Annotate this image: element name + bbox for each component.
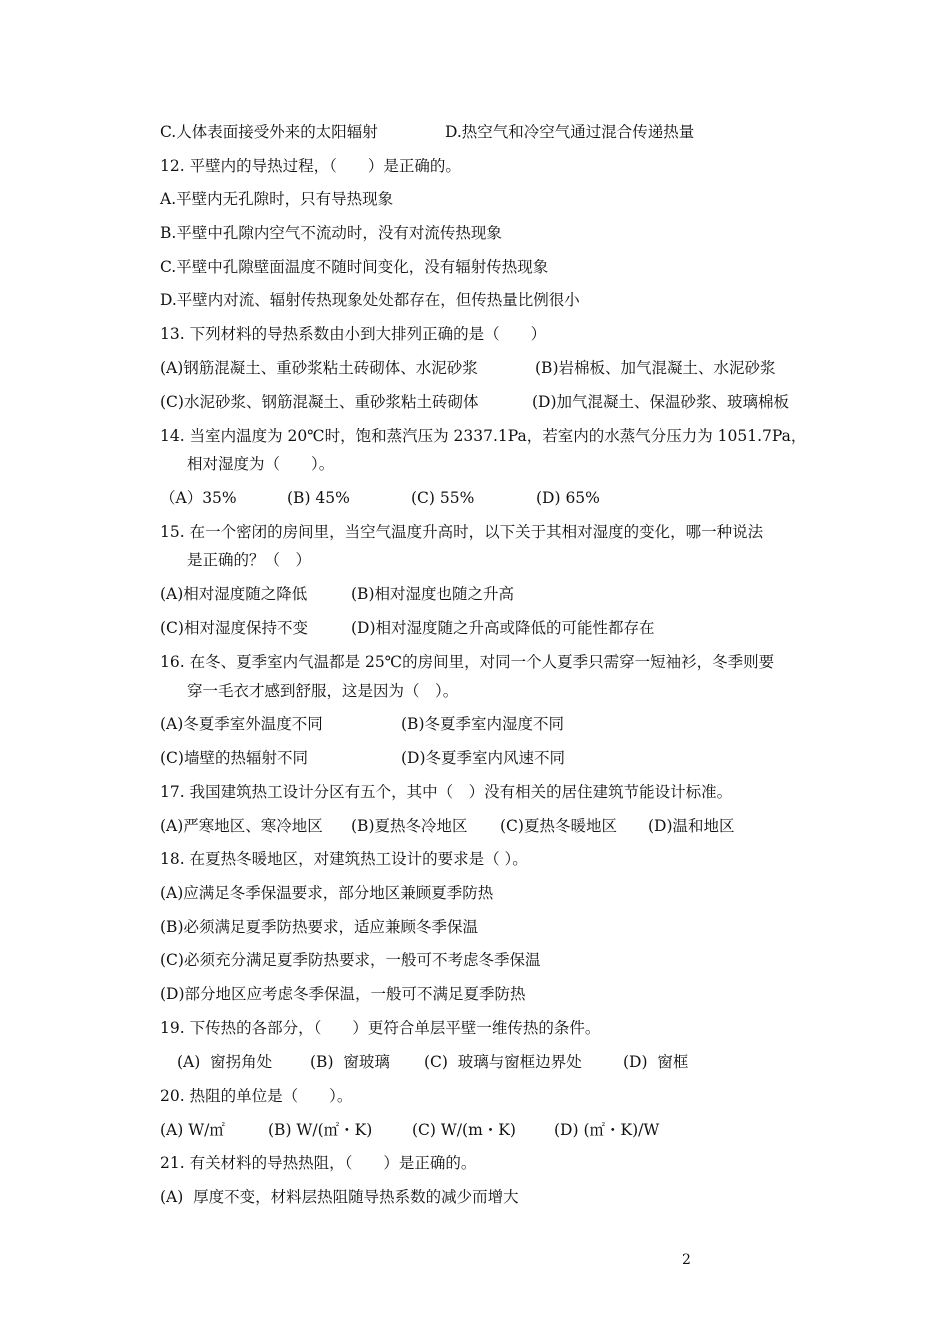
q12-stem: 12. 平壁内的导热过程，（ ）是正确的。 xyxy=(160,157,461,175)
q21-option-a: (A) 厚度不变，材料层热阻随导热系数的减少而增大 xyxy=(160,1188,519,1206)
q15-stem-line2: 是正确的？（ ） xyxy=(187,551,312,569)
q14-stem-line2: 相对湿度为（ ）。 xyxy=(187,455,335,473)
q18-option-c: (C)必须充分满足夏季防热要求，一般可不考虑冬季保温 xyxy=(160,951,541,969)
q20-stem: 20. 热阻的单位是（ ）。 xyxy=(160,1087,353,1105)
q13-stem: 13. 下列材料的导热系数由小到大排列正确的是（ ） xyxy=(160,325,547,343)
q14-stem-line1: 14. 当室内温度为 20℃时，饱和蒸汽压为 2337.1Pa，若室内的水蒸气分压力为 1051.7Pa， xyxy=(160,427,807,445)
q18-option-b: (B)必须满足夏季防热要求，适应兼顾冬季保温 xyxy=(160,918,478,936)
q16-stem-line1: 16. 在冬、夏季室内气温都是 25℃的房间里，对同一个人夏季只需穿一短袖衫，冬季则要 xyxy=(160,653,775,671)
q19-stem: 19. 下传热的各部分，（ ）更符合单层平壁一维传热的条件。 xyxy=(160,1019,601,1037)
q13-option-c: (C)水泥砂浆、钢筋混凝土、重砂浆粘土砖砌体 xyxy=(160,393,479,411)
q19-option-b: (B) 窗玻璃 xyxy=(310,1053,390,1071)
q15-option-b: (B)相对湿度也随之升高 xyxy=(351,585,514,603)
q15-stem-line1: 15. 在一个密闭的房间里，当空气温度升高时，以下关于其相对湿度的变化，哪一种说法 xyxy=(160,523,764,541)
q15-option-c: (C)相对湿度保持不变 xyxy=(160,619,308,637)
q18-option-d: (D)部分地区应考虑冬季保温，一般可不满足夏季防热 xyxy=(160,985,526,1003)
q17-option-d: (D)温和地区 xyxy=(648,817,735,835)
q11-option-d: D.热空气和冷空气通过混合传递热量 xyxy=(445,123,695,141)
q14-option-b: (B) 45% xyxy=(287,489,350,507)
q17-option-c: (C)夏热冬暖地区 xyxy=(500,817,617,835)
q16-option-d: (D)冬夏季室内风速不同 xyxy=(401,749,566,767)
q16-option-b: (B)冬夏季室内湿度不同 xyxy=(401,715,564,733)
q14-option-d: (D) 65% xyxy=(536,489,600,507)
q13-option-a: (A)钢筋混凝土、重砂浆粘土砖砌体、水泥砂浆 xyxy=(160,359,478,377)
q19-option-c: (C) 玻璃与窗框边界处 xyxy=(424,1053,582,1071)
q20-option-c: (C) W/(m・K) xyxy=(412,1121,516,1139)
q12-option-b: B.平壁中孔隙内空气不流动时，没有对流传热现象 xyxy=(160,224,502,242)
q16-option-c: (C)墙壁的热辐射不同 xyxy=(160,749,308,767)
q20-option-d: (D) (㎡・K)/W xyxy=(554,1121,660,1139)
q17-option-b: (B)夏热冬冷地区 xyxy=(351,817,468,835)
q15-option-d: (D)相对湿度随之升高或降低的可能性都存在 xyxy=(351,619,655,637)
q18-stem: 18. 在夏热冬暖地区，对建筑热工设计的要求是（ ）。 xyxy=(160,850,528,868)
q17-stem: 17. 我国建筑热工设计分区有五个，其中（ ）没有相关的居住建筑节能设计标准。 xyxy=(160,783,733,801)
q20-option-a: (A) W/㎡ xyxy=(160,1121,225,1139)
q15-option-a: (A)相对湿度随之降低 xyxy=(160,585,308,603)
q19-option-a: (A) 窗拐角处 xyxy=(177,1053,273,1071)
q19-option-d: (D) 窗框 xyxy=(623,1053,689,1071)
q16-option-a: (A)冬夏季室外温度不同 xyxy=(160,715,323,733)
q17-option-a: (A)严寒地区、寒冷地区 xyxy=(160,817,323,835)
page-number: 2 xyxy=(682,1252,691,1268)
q20-option-b: (B) W/(㎡・K) xyxy=(268,1121,373,1139)
q14-option-c: (C) 55% xyxy=(411,489,475,507)
q14-option-a: （A）35% xyxy=(160,489,237,507)
q12-option-c: C.平壁中孔隙壁面温度不随时间变化，没有辐射传热现象 xyxy=(160,258,549,276)
q16-stem-line2: 穿一毛衣才感到舒服，这是因为（ ）。 xyxy=(187,682,459,700)
q12-option-d: D.平壁内对流、辐射传热现象处处都存在，但传热量比例很小 xyxy=(160,291,580,309)
q13-option-b: (B)岩棉板、加气混凝土、水泥砂浆 xyxy=(535,359,776,377)
q21-stem: 21. 有关材料的导热热阻，（ ）是正确的。 xyxy=(160,1154,477,1172)
q12-option-a: A.平壁内无孔隙时，只有导热现象 xyxy=(160,190,394,208)
q11-option-c: C.人体表面接受外来的太阳辐射 xyxy=(160,123,378,141)
q13-option-d: (D)加气混凝土、保温砂浆、玻璃棉板 xyxy=(532,393,790,411)
q18-option-a: (A)应满足冬季保温要求，部分地区兼顾夏季防热 xyxy=(160,884,494,902)
